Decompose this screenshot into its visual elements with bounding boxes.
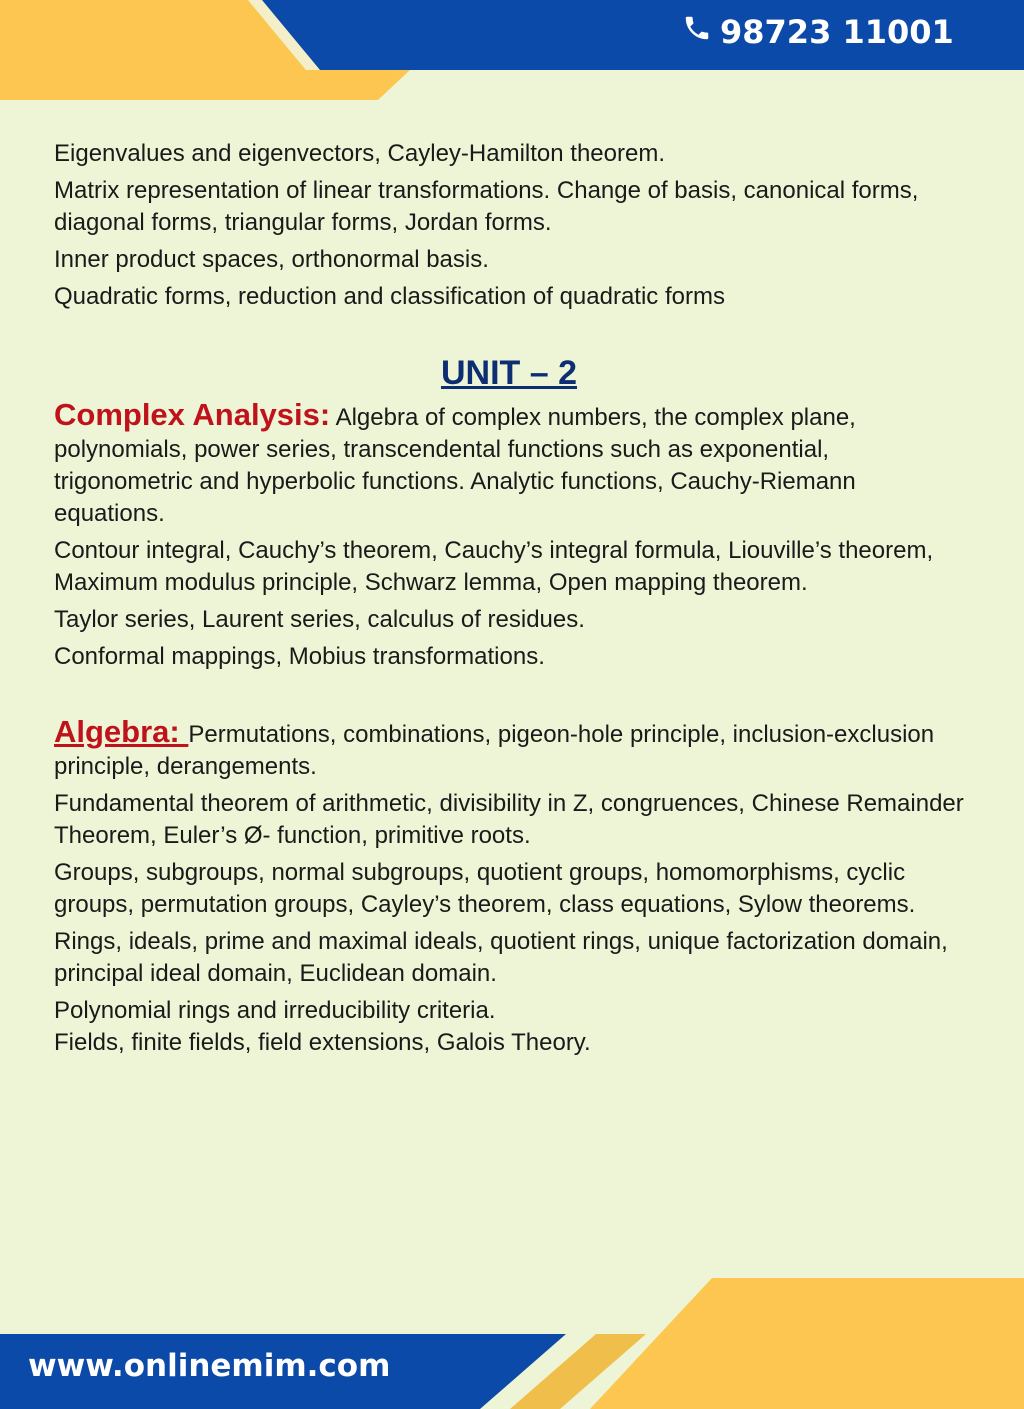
intro-item: Quadratic forms, reduction and classification of quadratic forms — [54, 283, 725, 310]
complex-analysis-item: Taylor series, Laurent series, calculus of residues. — [54, 606, 585, 633]
algebra-item: Permutations, combinations, pigeon-hole principle, inclusion-exclusion principle, derangements. — [54, 721, 935, 780]
intro-item: Matrix representation of linear transformations. Change of basis, canonical forms, diagonal forms, triangular forms, Jordan forms. — [54, 177, 919, 236]
complex-analysis-item: Contour integral, Cauchy’s theorem, Cauchy’s integral formula, Liouville’s theorem, Maximum modulus principle, Schwarz lemma, Open mapping theorem. — [54, 537, 934, 596]
algebra-item: Polynomial rings and irreducibility criteria. — [54, 997, 496, 1024]
phone-number: 98723 11001 — [720, 13, 954, 51]
algebra-item: Groups, subgroups, normal subgroups, quotient groups, homomorphisms, cyclic groups, permutation groups, Cayley’s theorem, class equations, Sylow theorems. — [54, 859, 916, 918]
complex-analysis-paragraph — [54, 399, 964, 530]
website-link[interactable]: www.onlinemim.com — [28, 1348, 391, 1384]
algebra-item: Fields, finite fields, field extensions, Galois Theory. — [54, 1029, 591, 1056]
phone-icon — [682, 13, 712, 51]
complex-analysis-heading: Complex Analysis: — [54, 397, 331, 432]
intro-item: Eigenvalues and eigenvectors, Cayley-Hamilton theorem. — [54, 140, 665, 167]
algebra-item: Fundamental theorem of arithmetic, divisibility in Z, congruences, Chinese Remainder Theorem, Euler’s Ø- function, primitive roots. — [54, 790, 964, 849]
algebra-heading: Algebra: — [54, 714, 189, 749]
complex-analysis-item: Conformal mappings, Mobius transformations. — [54, 643, 545, 670]
complex-analysis-item: Algebra of complex numbers, the complex plane, polynomials, power series, transcendental functions such as exponential, trigonometric and hyperbolic functions. Analytic functions, Cauchy-Riemann equations. — [54, 404, 856, 527]
algebra-item: Rings, ideals, prime and maximal ideals, quotient rings, unique factorization domain, principal ideal domain, Euclidean domain. — [54, 928, 948, 987]
phone-contact[interactable] — [682, 10, 954, 54]
syllabus-content — [54, 138, 964, 1064]
unit-title: UNIT – 2 — [440, 354, 578, 392]
intro-item: Inner product spaces, orthonormal basis. — [54, 246, 489, 273]
algebra-paragraph — [54, 716, 964, 783]
